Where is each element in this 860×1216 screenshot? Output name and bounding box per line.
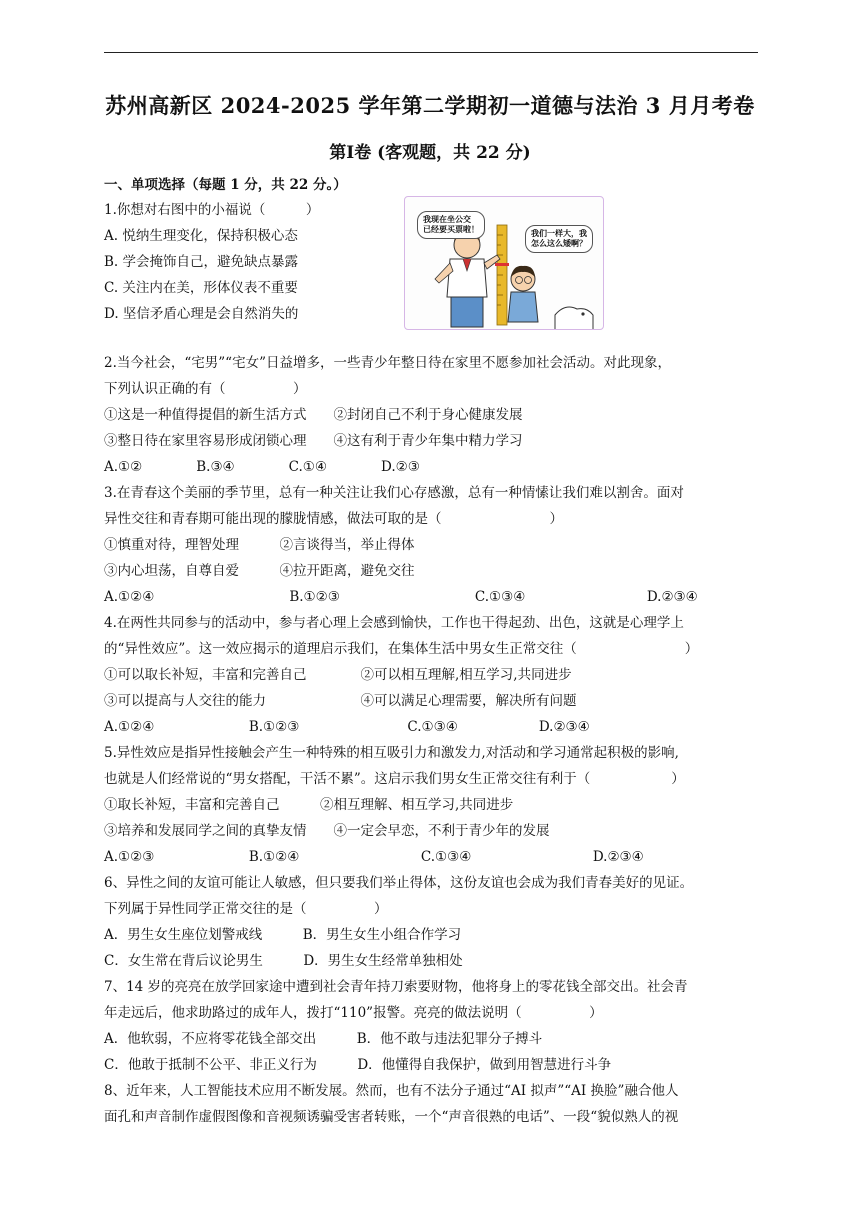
q2-statements-1: ①这是一种值得提倡的新生活方式 ②封闭自己不利于身心健康发展	[104, 407, 523, 423]
q3-options: A.①②④ B.①②③ C.①③④ D.②③④	[104, 589, 698, 605]
q3-stem-line2: 异性交往和青春期可能出现的朦胧情感，做法可取的是（ ）	[104, 511, 563, 527]
q5-statements-2: ③培养和发展同学之间的真挚友情 ④一定会早恋，不利于青少年的发展	[104, 823, 550, 839]
q3-stem-line1: 3.在青春这个美丽的季节里，总有一种关注让我们心存感激，总有一种情愫让我们难以割舍。面对	[104, 485, 684, 501]
q4-options: A.①②④ B.①②③ C.①③④ D.②③④	[104, 719, 590, 735]
q7-stem-line1: 7、14 岁的亮亮在放学回家途中遭到社会青年持刀索要财物，他将身上的零花钱全部交出。社会青	[104, 979, 688, 995]
q2-statements-2: ③整日待在家里容易形成闭锁心理 ④这有利于青少年集中精力学习	[104, 433, 523, 449]
q1-option-b: B. 学会掩饰自己，避免缺点暴露	[104, 254, 299, 270]
q6-options-cd: C．女生常在背后议论男生 D．男生女生经常单独相处	[104, 953, 463, 969]
q7-options-cd: C．他敢于抵制不公平、非正义行为 D．他懂得自我保护，做到用智慧进行斗争	[104, 1057, 612, 1073]
q3-statements-2: ③内心坦荡，自尊自爱 ④拉开距离，避免交往	[104, 563, 415, 579]
q5-statements-1: ①取长补短，丰富和完善自己 ②相互理解、相互学习,共同进步	[104, 797, 514, 813]
q5-stem-line2: 也就是人们经常说的“男女搭配，干活不累”。这启示我们男女生正常交往有利于（ ）	[104, 771, 685, 787]
q3-statements-1: ①慎重对待，理智处理 ②言谈得当，举止得体	[104, 537, 415, 553]
q4-stem-line1: 4.在两性共同参与的活动中，参与者心理上会感到愉快，工作也干得起劲、出色，这就是心理学上	[104, 615, 684, 631]
q6-options-ab: A．男生女生座位划警戒线 B．男生女生小组合作学习	[104, 927, 462, 943]
q5-stem-line1: 5.异性效应是指异性接触会产生一种特殊的相互吸引力和激发力,对活动和学习通常起积极的影响,	[104, 745, 679, 761]
q8-stem-line2: 面孔和声音制作虚假图像和音视频诱骗受害者转账，一个“声音很熟的电话”、一段“貌似熟人的视	[104, 1109, 679, 1125]
speech-bubble-short-boy: 我们一样大，我 怎么这么矮啊？	[525, 225, 593, 253]
section-heading: 一、单项选择（每题 1 分，共 22 分。）	[104, 177, 347, 193]
q4-statements-1: ①可以取长补短，丰富和完善自己 ②可以相互理解,相互学习,共同进步	[104, 667, 572, 683]
header-rule	[104, 52, 758, 53]
q2-stem-line1: 2.当今社会，“宅男”“宅女”日益增多，一些青少年整日待在家里不愿参加社会活动。对此现象，	[104, 355, 671, 371]
speech-bubble-tall-boy: 我现在坐公交 已经要买票啦！	[417, 211, 485, 239]
q2-options: A.①② B.③④ C.①④ D.②③	[104, 459, 420, 475]
q7-options-ab: A．他软弱，不应将零花钱全部交出 B．他不敢与违法犯罪分子搏斗	[104, 1031, 543, 1047]
q8-stem-line1: 8、近年来，人工智能技术应用不断发展。然而，也有不法分子通过“AI 拟声”“AI 换脸”融合他人	[104, 1083, 679, 1099]
q6-stem-line2: 下列属于异性同学正常交往的是（ ）	[104, 901, 388, 917]
q1-stem: 1.你想对右图中的小福说（ ）	[104, 202, 320, 218]
q6-stem-line1: 6、异性之间的友谊可能让人敏感，但只要我们举止得体，这份友谊也会成为我们青春美好的见证。	[104, 875, 694, 891]
q1-option-d: D. 坚信矛盾心理是会自然消失的	[104, 306, 299, 322]
q7-stem-line2: 年走远后，他求助路过的成年人，拨打“110”报警。亮亮的做法说明（ ）	[104, 1005, 603, 1021]
q1-option-a: A. 悦纳生理变化，保持积极心态	[104, 228, 298, 244]
q1-option-c: C. 关注内在美，形体仪表不重要	[104, 280, 298, 296]
q2-stem-line2: 下列认识正确的有（ ）	[104, 381, 307, 397]
q4-stem-line2: 的“异性效应”。这一效应揭示的道理启示我们，在集体生活中男女生正常交往（ ）	[104, 641, 699, 657]
exam-title: 苏州高新区 2024-2025 学年第二学期初一道德与法治 3 月月考卷	[105, 93, 755, 118]
q4-statements-2: ③可以提高与人交往的能力 ④可以满足心理需要，解决所有问题	[104, 693, 577, 709]
cartoon-figure	[404, 196, 604, 330]
q5-options: A.①②③ B.①②④ C.①③④ D.②③④	[104, 849, 644, 865]
exam-subtitle: 第Ⅰ卷 (客观题，共 22 分)	[329, 143, 531, 163]
